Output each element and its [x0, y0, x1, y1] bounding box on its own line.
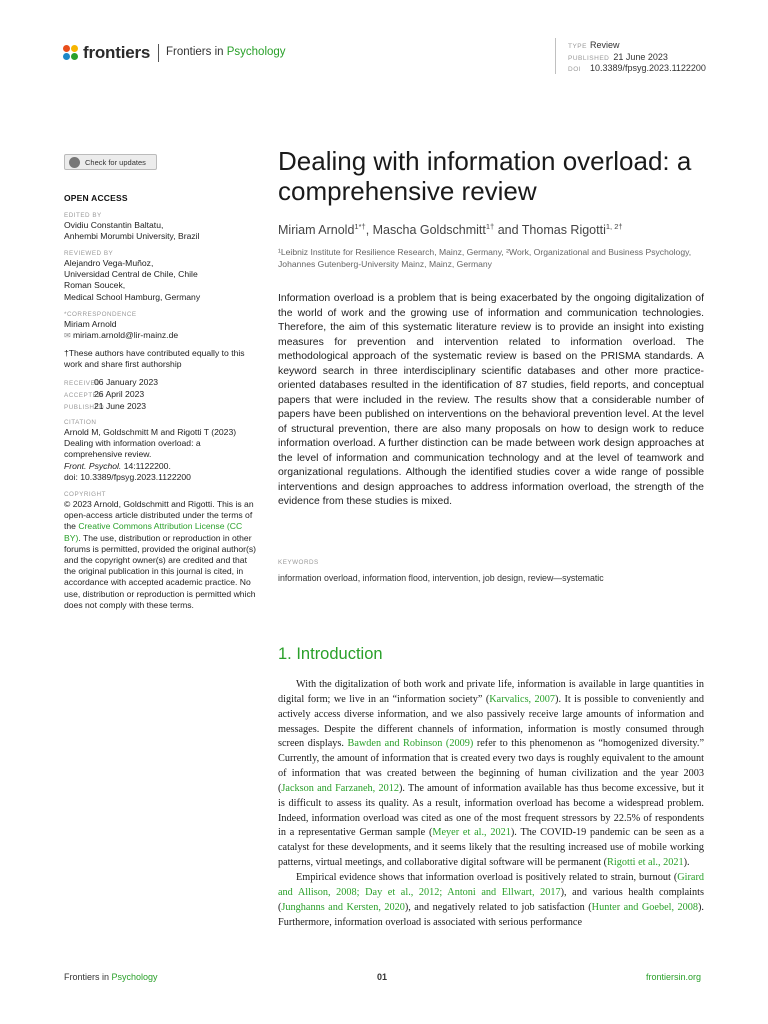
article-title: Dealing with information overload: a comprehensive review [278, 146, 692, 206]
journal-accent: Psychology [226, 46, 286, 58]
citation-link[interactable]: Karvalics, 2007 [489, 693, 556, 705]
check-for-updates-button[interactable] [64, 154, 157, 170]
abstract: Information overload is a problem that is being exacerbated by the ongoing digitalization of the world of work and the growing use of information and communication technologies. Therefore, the aim of this systematic literature review is to provide an insight into existing measures for prevention and intervention related to information overload. The methodological approach of the systematic review is based on the PRISMA standards. A keyword search in three interdisciplinary scientific databases and other more practice-oriented databases resulted in the identification of 87 studies, field reports, and conceptual papers that were included in the review. The results show that a considerable number of papers have been published on interventions on the behavioral prevention level. At the level of structural prevention, there are also many proposals on how to design work to reduce information overload. A further distinction can be made between work design approaches at the level of information and communication technology and at the level of teamwork and organizational regulations. Although the identified studies cover a wide range of possible interventions and design approaches to address information overload, the strength of the evidence from these studies is mixed. [278, 293, 704, 507]
correspondence: *CORRESPONDENCE Miriam Arnold ✉ miriam.arnold@lir-mainz.de [64, 311, 264, 341]
body-text [278, 678, 704, 930]
author-name[interactable]: Miriam Arnold [278, 223, 355, 238]
citation-link[interactable]: Junghanns and Kersten, 2020 [281, 901, 405, 913]
paragraph-text: ), and various health complaints ( [278, 886, 704, 913]
logo-text: frontiers [83, 43, 151, 62]
paragraph-text: ). [683, 857, 690, 869]
citation-link[interactable]: Jackson and Farzaneh, 2012 [281, 782, 399, 794]
paragraph-text: ). Furthermore, information overload is associated with serious performance [278, 901, 704, 928]
paragraph [278, 871, 704, 930]
paragraph-text: With the digitalization of both work and private life, information is available in large quantities in digital form; we live in an “information society” ( [278, 679, 704, 705]
citation-link[interactable]: Bawden and Robinson (2009) [347, 738, 474, 750]
paragraph-text: refer to this phenomenon as “homogenized diversity.” Currently, the amount of information that is created every two days is roughly equivalent to the amount of information that was created between the beginning of human civilization and the year 2003 ( [278, 738, 704, 794]
author-name[interactable]: Mascha Goldschmitt [372, 223, 486, 238]
article-type: TYPE Review [568, 40, 620, 50]
citation-link[interactable]: Rigotti et al., 2021 [607, 857, 684, 869]
keywords: information overload, information flood, intervention, job design, review—systematic [278, 573, 604, 583]
copyright: COPYRIGHT © 2023 Arnold, Goldschmitt and Rigotti. This is an open-access article distributed under the terms of the Creative Commons Attribution License (CC BY). The use, distribution or reproduction in other forums is permitted, provided the original author(s) and the copyright owner(s) are credited and that the original publication in this journal is cited, in accordance with accepted academic practice. No use, distribution or reproduction is permitted which does not comply with these terms. [64, 491, 257, 610]
cc-by-license-link[interactable]: Creative Commons Attribution License (CC BY) [64, 521, 243, 543]
keywords-label: KEYWORDS [278, 559, 319, 566]
header-divider [158, 44, 159, 62]
section-heading: 1. Introduction [278, 645, 383, 663]
citation: CITATION Arnold M, Goldschmitt M and Rigotti T (2023) Dealing with information overload: a comprehensive review. Front. Psychol. 14:1122200. doi: 10.3389/fpsyg.2023.1122200 [64, 419, 264, 483]
author-name[interactable]: Thomas Rigotti [521, 223, 606, 238]
affiliations: ¹Leibniz Institute for Resilience Research, Mainz, Germany, ²Work, Organizational and Business Psychology, Johannes Gutenberg-University Mainz, Mainz, Germany [278, 247, 692, 269]
footer-journal[interactable]: Frontiers in Psychology [64, 972, 158, 982]
refresh-icon [69, 157, 80, 168]
paragraph-text: ). It is possible to conveniently and actively access diverse information, and we also passively receive large amounts of information and messages. Despite the different channels of information, information is mostly consumed through screen displays. [278, 693, 704, 750]
paragraph-text: ). The amount of information available has thus become excessive, but it is difficult to assess its quality. As a result, information overload has become a widespread problem. Indeed, information overload was cited as one of the most frequent stressors by 22.5% of respondents in a representative German sample ( [278, 782, 704, 839]
meta-divider [555, 38, 556, 74]
site-link[interactable]: frontiersin.org [646, 972, 702, 982]
journal-name[interactable] [166, 46, 286, 58]
paragraph-text: ), and negatively related to job satisfaction ( [404, 901, 592, 913]
paragraph [278, 678, 704, 871]
reviewed-by: REVIEWED BY Alejandro Vega-Muñoz, Universidad Central de Chile, Chile Roman Soucek, Medical School Hamburg, Germany [64, 250, 201, 302]
journal-prefix: Frontiers in [166, 46, 224, 58]
page-number: 01 [377, 972, 388, 982]
publish-date: PUBLISHED 21 June 2023 [568, 52, 668, 62]
citation-link[interactable]: Meyer et al., 2021 [432, 827, 511, 839]
dates: RECEIVED06 January 2023 ACCEPTED26 April 2023 PUBLISHED21 June 2023 [64, 377, 159, 412]
paragraph-text: Empirical evidence shows that information overload is positively related to strain, burnout ( [296, 871, 678, 883]
mail-icon: ✉ [64, 331, 73, 341]
open-access-label: OPEN ACCESS [64, 193, 128, 203]
equal-contribution-note: †These authors have contributed equally to this work and share first authorship [64, 348, 245, 370]
citation-link[interactable]: Hunter and Goebel, 2008 [591, 901, 699, 913]
edited-by: EDITED BY Ovidiu Constantin Baltatu, Anhembi Morumbi University, Brazil [64, 212, 200, 242]
email-link[interactable]: ✉ miriam.arnold@lir-mainz.de [64, 330, 179, 341]
citation-doi[interactable]: doi: 10.3389/fpsyg.2023.1122200 [64, 471, 191, 482]
frontiers-logo[interactable] [63, 42, 150, 64]
check-updates-label: Check for updates [85, 157, 146, 167]
frontiers-logo-icon [63, 45, 79, 61]
author-list: Miriam Arnold$^{1*\dagger}$, Mascha Goldschmitt$^{1\dagger}$ and Thomas Rigotti$^{1, 2\dagger}$ [278, 222, 623, 238]
citation-link[interactable]: Girard and Allison, 2008; Day et al., 2012; Antoni and Ellwart, 2017 [278, 871, 704, 898]
doi[interactable]: DOI 10.3389/fpsyg.2023.1122200 [568, 63, 706, 73]
paragraph-text: ). The COVID-19 pandemic can be seen as a catalyst for these developments, and it seems likely that the resulting increased use of mobile working patterns, virtual meetings, and collaborative digital software will be permanent ( [278, 827, 704, 869]
